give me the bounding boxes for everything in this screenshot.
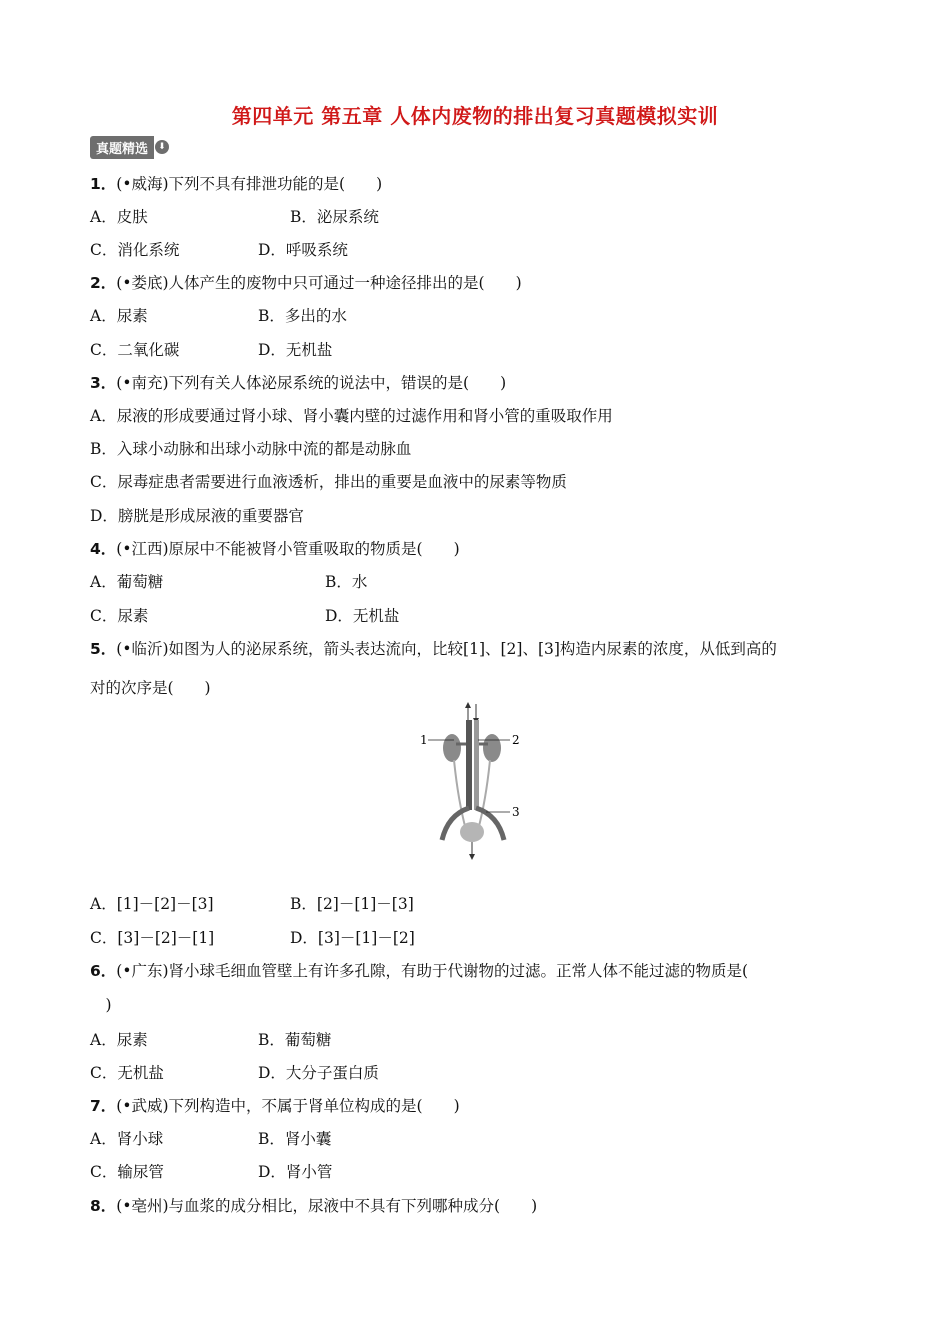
right-ureter bbox=[478, 760, 490, 830]
question-number: 7． bbox=[90, 1097, 117, 1115]
option: C．无机盐 bbox=[90, 1064, 164, 1082]
question-text: (•亳州)与血浆的成分相比，尿液中不具有下列哪种成分( ) bbox=[116, 1197, 538, 1215]
question-5 bbox=[90, 637, 777, 659]
question-number: 4． bbox=[90, 540, 117, 558]
section-badge bbox=[90, 136, 169, 158]
option: A．尿液的形成要通过肾小球、肾小囊内壁的过滤作用和肾小管的重吸取作用 bbox=[90, 407, 613, 425]
option: A．[1]－[2]－[3] bbox=[90, 895, 214, 913]
option: B．多出的水 bbox=[258, 307, 347, 325]
option: C．消化系统 bbox=[90, 241, 180, 259]
option: B．泌尿系统 bbox=[290, 208, 379, 226]
option: D．肾小管 bbox=[258, 1163, 333, 1181]
page-title: 第四单元 第五章 人体内废物的排出复习真题模拟实训 bbox=[231, 104, 719, 128]
option: A．尿素 bbox=[90, 307, 148, 325]
option: C．尿素 bbox=[90, 607, 149, 625]
question-1 bbox=[90, 172, 382, 194]
option: D．呼吸系统 bbox=[258, 241, 348, 259]
arrow-up-head bbox=[465, 702, 471, 708]
option: D．大分子蛋白质 bbox=[258, 1064, 379, 1082]
question-8 bbox=[90, 1194, 537, 1216]
question-5-continued: 对的次序是( ) bbox=[90, 679, 211, 697]
bladder bbox=[460, 822, 484, 842]
figure-label-2: 2 bbox=[512, 733, 520, 747]
option: C．尿毒症患者需要进行血液透析，排出的重要是血液中的尿素等物质 bbox=[90, 473, 567, 491]
question-text: (•广东)肾小球毛细血管壁上有许多孔隙，有助于代谢物的过滤。正常人体不能过滤的物质是( bbox=[116, 962, 749, 980]
question-number: 5． bbox=[90, 640, 117, 658]
option: C．[3]－[2]－[1] bbox=[90, 929, 215, 947]
option: D．[3]－[1]－[2] bbox=[290, 929, 415, 947]
urinary-system-figure bbox=[418, 700, 533, 865]
question-2 bbox=[90, 271, 522, 293]
question-3 bbox=[90, 371, 506, 393]
option: C．二氧化碳 bbox=[90, 341, 180, 359]
question-text: (•武威)下列构造中，不属于肾单位构成的是( ) bbox=[116, 1097, 460, 1115]
option: C．输尿管 bbox=[90, 1163, 164, 1181]
question-text: (•江西)原尿中不能被肾小管重吸取的物质是( ) bbox=[116, 540, 460, 558]
question-number: 6． bbox=[90, 962, 117, 980]
badge-label: 真题精选 bbox=[90, 136, 154, 159]
left-ureter bbox=[454, 760, 466, 830]
question-number: 1． bbox=[90, 175, 117, 193]
option: A．葡萄糖 bbox=[90, 573, 164, 591]
download-icon: ⬇ bbox=[155, 140, 169, 154]
aorta bbox=[474, 720, 479, 810]
question-number: 8． bbox=[90, 1197, 117, 1215]
option: D．无机盐 bbox=[258, 341, 333, 359]
question-6-continued: ) bbox=[90, 996, 112, 1014]
left-kidney bbox=[443, 734, 461, 762]
option: D．膀胱是形成尿液的重要器官 bbox=[90, 507, 304, 525]
question-7 bbox=[90, 1094, 460, 1116]
question-text: (•威海)下列不具有排泄功能的是( ) bbox=[116, 175, 383, 193]
option: D．无机盐 bbox=[325, 607, 400, 625]
option: B．葡萄糖 bbox=[258, 1031, 332, 1049]
option: A．尿素 bbox=[90, 1031, 148, 1049]
figure-label-3: 3 bbox=[512, 805, 520, 819]
vena-cava bbox=[466, 720, 472, 810]
question-number: 2． bbox=[90, 274, 117, 292]
option: B．[2]－[1]－[3] bbox=[290, 895, 414, 913]
urethra-arrow bbox=[469, 854, 475, 860]
option: B．入球小动脉和出球小动脉中流的都是动脉血 bbox=[90, 440, 412, 458]
question-number: 3． bbox=[90, 374, 117, 392]
figure-label-1: 1 bbox=[420, 733, 428, 747]
question-6 bbox=[90, 959, 748, 981]
question-4 bbox=[90, 537, 460, 559]
question-text: (•临沂)如图为人的泌尿系统，箭头表达流向，比较[1]、[2]、[3]构造内尿素的浓度，从低到高的 bbox=[116, 640, 777, 658]
right-kidney bbox=[483, 734, 501, 762]
option: B．水 bbox=[325, 573, 368, 591]
question-text: (•南充)下列有关人体泌尿系统的说法中，错误的是( ) bbox=[116, 374, 507, 392]
option: B．肾小囊 bbox=[258, 1130, 332, 1148]
option: A．皮肤 bbox=[90, 208, 148, 226]
question-text: (•娄底)人体产生的废物中只可通过一种途径排出的是( ) bbox=[116, 274, 522, 292]
option: A．肾小球 bbox=[90, 1130, 164, 1148]
